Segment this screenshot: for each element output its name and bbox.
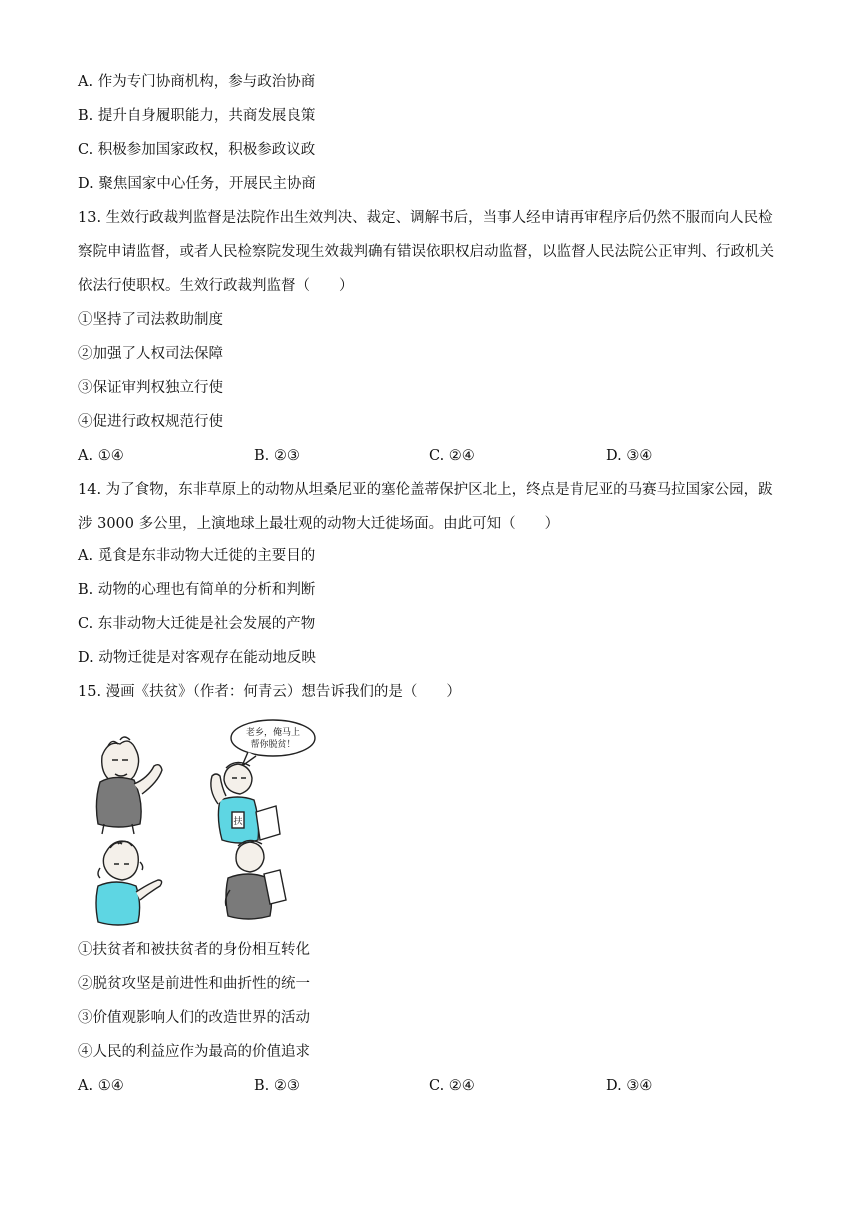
q13-choices [78,446,798,466]
q12-option-b: B. 提升自身履职能力，共商发展良策 [78,108,316,124]
q15-choice-d: D. ③④ [606,1078,653,1094]
speech-bubble-text-2: 帮你脱贫！ [250,740,296,750]
q15-stem: 15. 漫画《扶贫》（作者：何青云）想告诉我们的是（ ） [78,684,461,700]
q13-choice-c: C. ②④ [429,448,475,464]
q14-option-c: C. 东非动物大迁徙是社会发展的产物 [78,616,316,632]
speech-bubble-text-1: 老乡，俺马上 [245,728,301,738]
q13-item-3: ③保证审判权独立行使 [78,380,223,396]
q15-choices [78,1076,798,1096]
comic-figure-official-grey [226,840,287,919]
comic-figure-villager [96,737,162,834]
comic-figure-villager-cyan [96,841,162,925]
q12-option-a: A. 作为专门协商机构，参与政治协商 [78,74,316,90]
q15-choice-b: B. ②③ [254,1078,300,1094]
q13-item-1: ①坚持了司法救助制度 [78,312,223,328]
q15-item-4: ④人民的利益应作为最高的价值追求 [78,1044,310,1060]
q13-choice-a: A. ①④ [78,448,124,464]
q13-item-4: ④促进行政权规范行使 [78,414,223,430]
q13-item-2: ②加强了人权司法保障 [78,346,223,362]
q15-choice-a: A. ①④ [78,1078,124,1094]
q14-option-a: A. 觅食是东非动物大迁徙的主要目的 [78,548,316,564]
q14-stem: 14. 为了食物，东非草原上的动物从坦桑尼亚的塞伦盖蒂保护区北上，终点是肯尼亚的马赛马拉国家公园，跋涉 3000 多公里，上演地球上最壮观的动物大迁徙场面。由此可知（ ） [78,482,773,532]
q15-choice-c: C. ②④ [429,1078,475,1094]
q13-choice-d: D. ③④ [606,448,653,464]
q14-option-b: B. 动物的心理也有简单的分析和判断 [78,582,316,598]
q15-item-3: ③价值观影响人们的改造世界的活动 [78,1010,310,1026]
q13-stem: 13. 生效行政裁判监督是法院作出生效判决、裁定、调解书后，当事人经申请再审程序后仍然不服而向人民检察院申请监督，或者人民检察院发现生效裁判确有错误依职权启动监督，以监督人民法院公正审判、行政机关依法行使职权。生效行政裁判监督（ ） [78,210,774,294]
q15-item-1: ①扶贫者和被扶贫者的身份相互转化 [78,942,310,958]
q12-option-d: D. 聚焦国家中心任务，开展民主协商 [78,176,316,192]
q15-item-2: ②脱贫攻坚是前进性和曲折性的统一 [78,976,310,992]
armband-text: 扶 [233,817,243,827]
poverty-alleviation-comic [88,716,348,926]
comic-figure-official [211,720,315,843]
q14-option-d: D. 动物迁徙是对客观存在能动地反映 [78,650,316,666]
q13-choice-b: B. ②③ [254,448,300,464]
q12-option-c: C. 积极参加国家政权，积极参政议政 [78,142,316,158]
